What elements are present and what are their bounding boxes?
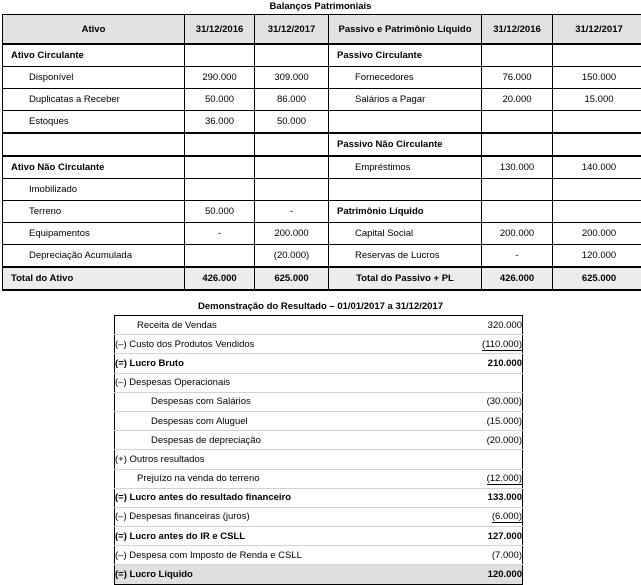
income-statement-line-value: (20.000) [430, 431, 523, 450]
cell-asset-label: Estoques [3, 111, 185, 134]
income-statement-row [115, 373, 523, 392]
cell-asset-2017: 200.000 [255, 223, 329, 245]
income-statement-row [115, 527, 523, 546]
cell-liability-2017 [553, 201, 641, 223]
table-total-row [3, 267, 641, 290]
income-statement-row [115, 469, 523, 488]
cell-asset-2017 [255, 179, 329, 201]
balance-sheet-table [2, 14, 641, 291]
income-statement-line-label: (=) Lucro Bruto [115, 354, 431, 373]
column-header-liabilities-2016: 31/12/2016 [482, 15, 553, 45]
income-statement-line-value: 320.000 [430, 316, 523, 335]
income-statement-line-label: (=) Lucro antes do IR e CSLL [115, 527, 431, 546]
cell-liability-2016: 20.000 [482, 89, 553, 111]
cell-asset-label: Ativo Circulante [3, 44, 185, 67]
income-statement-line-label: (=) Lucro Líquido [115, 565, 431, 584]
cell-asset-2016 [185, 179, 255, 201]
cell-asset-label: Depreciação Acumulada [3, 245, 185, 268]
income-statement-row [115, 411, 523, 430]
underlined-value: (110.000) [482, 339, 522, 351]
income-statement-line-label: Receita de Vendas [115, 316, 431, 335]
cell-asset-label: Terreno [3, 201, 185, 223]
income-statement-body [115, 316, 523, 585]
income-statement-line-label: (–) Despesas financeiras (juros) [115, 507, 431, 526]
income-statement-row [115, 565, 523, 584]
cell-asset-2016 [185, 44, 255, 67]
cell-liability-label: Fornecedores [329, 67, 482, 89]
total-liabilities-2016: 426.000 [482, 267, 553, 290]
balance-sheet-header [3, 15, 641, 45]
underlined-value: (6.000) [492, 511, 522, 523]
income-statement-row [115, 431, 523, 450]
cell-asset-2017 [255, 44, 329, 67]
total-assets-2016: 426.000 [185, 267, 255, 290]
table-row [3, 44, 641, 67]
table-header-row [3, 15, 641, 45]
cell-asset-2016: 36.000 [185, 111, 255, 134]
income-statement-table [114, 315, 523, 585]
income-statement-row [115, 392, 523, 411]
table-row [3, 201, 641, 223]
cell-asset-2017 [255, 133, 329, 156]
income-statement-line-value: 127.000 [430, 527, 523, 546]
cell-liability-label: Salários a Pagar [329, 89, 482, 111]
income-statement-line-value: 133.000 [430, 488, 523, 507]
cell-liability-label: Passivo Circulante [329, 44, 482, 67]
underlined-value: (12.000) [487, 473, 522, 485]
income-statement-row [115, 507, 523, 526]
cell-liability-2016 [482, 133, 553, 156]
cell-liability-2016: 130.000 [482, 156, 553, 179]
income-statement-row [115, 354, 523, 373]
cell-asset-2017: 86.000 [255, 89, 329, 111]
cell-liability-label: Capital Social [329, 223, 482, 245]
cell-asset-2017: 50.000 [255, 111, 329, 134]
income-statement-line-value: 210.000 [430, 354, 523, 373]
cell-liability-2016 [482, 179, 553, 201]
income-statement-row [115, 546, 523, 565]
cell-liability-2017 [553, 133, 641, 156]
cell-liability-2016 [482, 111, 553, 134]
table-row [3, 245, 641, 268]
table-row [3, 223, 641, 245]
income-statement-line-value [430, 450, 523, 469]
income-statement-line-label: Prejuízo na venda do terreno [115, 469, 431, 488]
cell-asset-2017: - [255, 201, 329, 223]
column-header-liabilities-2017: 31/12/2017 [553, 15, 641, 45]
table-row [3, 156, 641, 179]
income-statement-line-label: Despesas com Aluguel [115, 411, 431, 430]
column-header-assets-2017: 31/12/2017 [255, 15, 329, 45]
income-statement-line-label: (=) Lucro antes do resultado financeiro [115, 488, 431, 507]
income-statement-row [115, 450, 523, 469]
income-statement-line-label: (–) Custo dos Produtos Vendidos [115, 335, 431, 354]
income-statement-line-label: Despesas de depreciação [115, 431, 431, 450]
income-statement-title: Demonstração do Resultado – 01/01/2017 a 31/12/2017 [0, 300, 641, 315]
cell-liability-2016 [482, 44, 553, 67]
income-statement-line-value [430, 335, 523, 354]
cell-liability-label [329, 179, 482, 201]
cell-asset-2016: 290.000 [185, 67, 255, 89]
cell-asset-2017 [255, 156, 329, 179]
cell-asset-label: Disponível [3, 67, 185, 89]
cell-liability-2016: 76.000 [482, 67, 553, 89]
income-statement-line-value [430, 507, 523, 526]
cell-asset-2016: 50.000 [185, 201, 255, 223]
cell-liability-2017: 200.000 [553, 223, 641, 245]
cell-asset-2016: 50.000 [185, 89, 255, 111]
cell-liability-label: Empréstimos [329, 156, 482, 179]
cell-asset-label: Imobilizado [3, 179, 185, 201]
cell-liability-label: Passivo Não Circulante [329, 133, 482, 156]
total-liabilities-label: Total do Passivo + PL [329, 267, 482, 290]
cell-liability-2017: 150.000 [553, 67, 641, 89]
column-header-liabilities: Passivo e Patrimônio Líquido [329, 15, 482, 45]
cell-asset-2017: (20.000) [255, 245, 329, 268]
table-row [3, 67, 641, 89]
cell-asset-label: Ativo Não Circulante [3, 156, 185, 179]
total-liabilities-2017: 625.000 [553, 267, 641, 290]
cell-liability-label [329, 111, 482, 134]
cell-liability-2017: 140.000 [553, 156, 641, 179]
income-statement-row [115, 316, 523, 335]
cell-liability-label: Patrimônio Líquido [329, 201, 482, 223]
table-row [3, 89, 641, 111]
cell-liability-2016: - [482, 245, 553, 268]
cell-liability-2017 [553, 111, 641, 134]
cell-liability-2016: 200.000 [482, 223, 553, 245]
income-statement-line-value: (7.000) [430, 546, 523, 565]
table-row [3, 179, 641, 201]
income-statement-line-label: (–) Despesa com Imposto de Renda e CSLL [115, 546, 431, 565]
total-assets-label: Total do Ativo [3, 267, 185, 290]
balance-sheet-body [3, 44, 641, 290]
column-header-assets-2016: 31/12/2016 [185, 15, 255, 45]
table-row [3, 133, 641, 156]
income-statement-section [0, 300, 641, 585]
balance-sheet-title: Balanços Patrimoniais [0, 0, 641, 14]
income-statement-row [115, 488, 523, 507]
cell-asset-label: Duplicatas a Receber [3, 89, 185, 111]
cell-asset-2017: 309.000 [255, 67, 329, 89]
income-statement-line-value: 120.000 [430, 565, 523, 584]
income-statement-line-value: (15.000) [430, 411, 523, 430]
cell-liability-2016 [482, 201, 553, 223]
column-header-assets: Ativo [3, 15, 185, 45]
income-statement-line-label: (+) Outros resultados [115, 450, 431, 469]
income-statement-line-value [430, 373, 523, 392]
cell-asset-label [3, 133, 185, 156]
income-statement-line-label: Despesas com Salários [115, 392, 431, 411]
total-assets-2017: 625.000 [255, 267, 329, 290]
income-statement-row [115, 335, 523, 354]
income-statement-line-label: (–) Despesas Operacionais [115, 373, 431, 392]
cell-asset-2016: - [185, 223, 255, 245]
cell-asset-2016 [185, 245, 255, 268]
cell-liability-label: Reservas de Lucros [329, 245, 482, 268]
income-statement-line-value [430, 469, 523, 488]
cell-liability-2017: 120.000 [553, 245, 641, 268]
table-row [3, 111, 641, 134]
cell-asset-2016 [185, 133, 255, 156]
cell-liability-2017: 15.000 [553, 89, 641, 111]
cell-asset-label: Equipamentos [3, 223, 185, 245]
cell-liability-2017 [553, 179, 641, 201]
cell-liability-2017 [553, 44, 641, 67]
income-statement-line-value: (30.000) [430, 392, 523, 411]
cell-asset-2016 [185, 156, 255, 179]
